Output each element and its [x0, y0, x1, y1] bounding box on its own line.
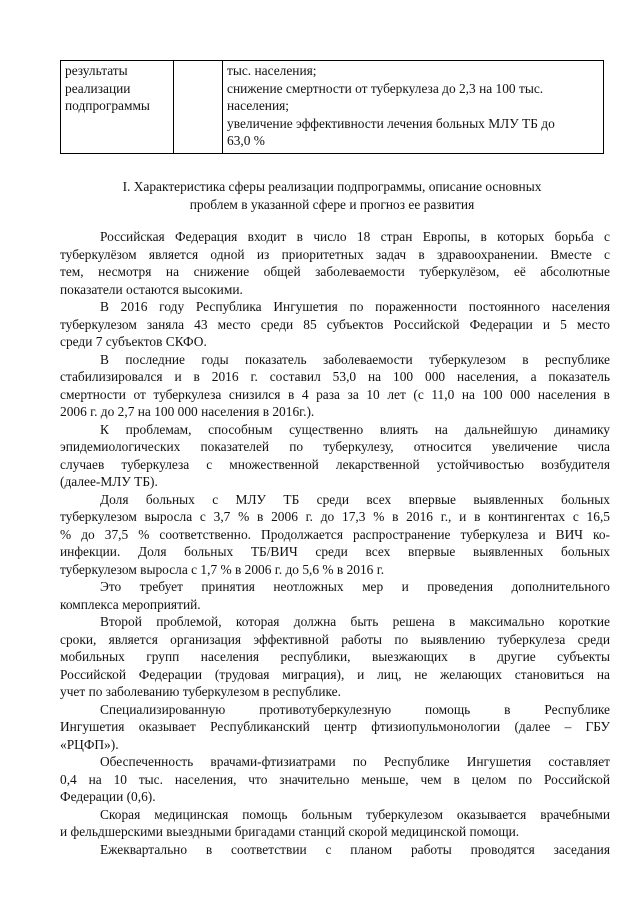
paragraph-line: В последние годы показатель заболеваемости туберкулезом в республике: [100, 351, 610, 367]
table-cell-values: [223, 61, 604, 154]
table-cell-line: снижение смертности от туберкулеза до 2,3 на 100 тыс.: [227, 80, 544, 96]
paragraph-line: Это требует принятия неотложных мер и проведения дополнительного: [100, 579, 610, 594]
paragraph-line: Специализированную противотуберкулезную помощь в Республике: [100, 701, 610, 717]
paragraph: [60, 701, 610, 754]
table-row: [61, 61, 604, 154]
table-cell-line: 63,0 %: [227, 133, 265, 148]
paragraph-line: (далее-МЛУ ТБ).: [60, 474, 158, 489]
paragraph-line: среди 7 субъектов СКФО.: [60, 334, 207, 349]
body-text: [60, 228, 610, 858]
paragraph: [60, 578, 610, 613]
table-cell-line: подпрограммы: [65, 98, 150, 113]
paragraph-line: Доля больных с МЛУ ТБ среди всех впервые выявленных больных: [100, 491, 610, 507]
table-cell-empty: [174, 61, 223, 154]
paragraph-line: тем, несмотря на снижение общей заболеваемости туберкулёзом, её абсолютные: [60, 264, 610, 279]
paragraph-line: Ежеквартально в соответствии с планом работы проводятся заседания: [100, 841, 610, 857]
paragraph-line: Обеспеченность врачами-фтизиатрами по Республике Ингушетия составляет: [100, 754, 610, 769]
paragraph: [60, 421, 610, 491]
paragraph-line: мобильных групп населения республики, выезжающих в другие субъекты: [60, 649, 610, 664]
paragraph-line: случаев туберкулеза с множественной лекарственной устойчивостью возбудителя: [60, 456, 610, 472]
paragraph-line: сроки, является организация эффективной работы по выявлению туберкулеза среди: [60, 631, 610, 647]
paragraph-line: учет по заболеванию туберкулезом в республике.: [60, 684, 341, 699]
paragraph-line: Российской Федерации (трудовая миграция), и лиц, не желающих становиться на: [60, 666, 610, 682]
table-cell-line: реализации: [65, 80, 131, 96]
paragraph-line: Скорая медицинская помощь больным туберкулезом оказывается врачебными: [100, 806, 610, 822]
paragraph: [60, 351, 610, 421]
paragraph-line: К проблемам, способным существенно влиять на дальнейшую динамику: [100, 421, 610, 437]
paragraph-line: 0,4 на 10 тыс. населения, что значительно меньше, чем в целом по Российской: [60, 771, 610, 787]
paragraph-line: Второй проблемой, которая должна быть решена в максимально короткие: [100, 614, 610, 629]
paragraph-line: туберкулезом выросла с 1,7 % в 2006 г. до 5,6 % в 2016 г.: [60, 561, 385, 577]
table-cell-line: тыс. населения;: [227, 63, 317, 78]
paragraph: [60, 298, 610, 351]
paragraph-line: смертности от туберкулеза снизился в 4 раза за 10 лет (с 11,0 на 100 000 населения в: [60, 386, 610, 402]
paragraph-line: 2006 г. до 2,7 на 100 000 населения в 2016г.).: [60, 404, 315, 419]
paragraph: [60, 753, 610, 806]
paragraph-line: комплекса мероприятий.: [60, 596, 201, 612]
paragraph-line: туберкулёзом является одной из приоритетных задач в здравоохранении. Вместе с: [60, 246, 610, 262]
paragraph-line: стабилизировался и в 2016 г. составил 53,0 на 100 000 населения, а показатель: [60, 369, 610, 384]
paragraph-line: показатели остаются высокими.: [60, 281, 243, 297]
paragraph-line: туберкулезом выросла с 3,7 % в 2006 г. до 17,3 % в 2016 г., и в контингентах с 16,5: [60, 509, 610, 524]
results-table: [60, 60, 604, 154]
paragraph: [60, 841, 610, 859]
paragraph-line: Федерации (0,6).: [60, 789, 156, 804]
paragraph-line: эпидемиологических показателей по туберкулезу, относится увеличение числа: [60, 439, 610, 454]
table-cell-label: [61, 61, 174, 154]
section-heading: [60, 178, 604, 214]
paragraph: [60, 806, 610, 841]
table-cell-line: увеличение эффективности лечения больных МЛУ ТБ до: [227, 115, 555, 131]
paragraph-line: Ингушетия оказывает Республиканский центр фтизиопульмонологии (далее – ГБУ: [60, 719, 610, 734]
section-heading-line: I. Характеристика сферы реализации подпрограммы, описание основных: [122, 179, 542, 194]
section-heading-line: проблем в указанной сфере и прогноз ее развития: [189, 197, 475, 212]
paragraph: [60, 228, 610, 298]
paragraph: [60, 613, 610, 701]
table-cell-line: результаты: [65, 63, 128, 78]
paragraph-line: Российская Федерация входит в число 18 стран Европы, в которых борьба с: [100, 229, 610, 244]
paragraph-line: инфекции. Доля больных ТБ/ВИЧ среди всех впервые выявленных больных: [60, 544, 610, 559]
paragraph-line: и фельдшерскими выездными бригадами станций скорой медицинской помощи.: [60, 824, 520, 839]
paragraph-line: «РЦФП»).: [60, 736, 119, 752]
paragraph-line: В 2016 году Республика Ингушетия по пораженности постоянного населения: [100, 299, 610, 314]
paragraph-line: туберкулезом заняла 43 место среди 85 субъектов Российской Федерации и 5 место: [60, 316, 610, 332]
paragraph: [60, 491, 610, 579]
table-cell-line: населения;: [227, 98, 289, 113]
paragraph-line: % до 37,5 % соответственно. Продолжается распространение туберкулеза и ВИЧ ко-: [60, 526, 610, 542]
